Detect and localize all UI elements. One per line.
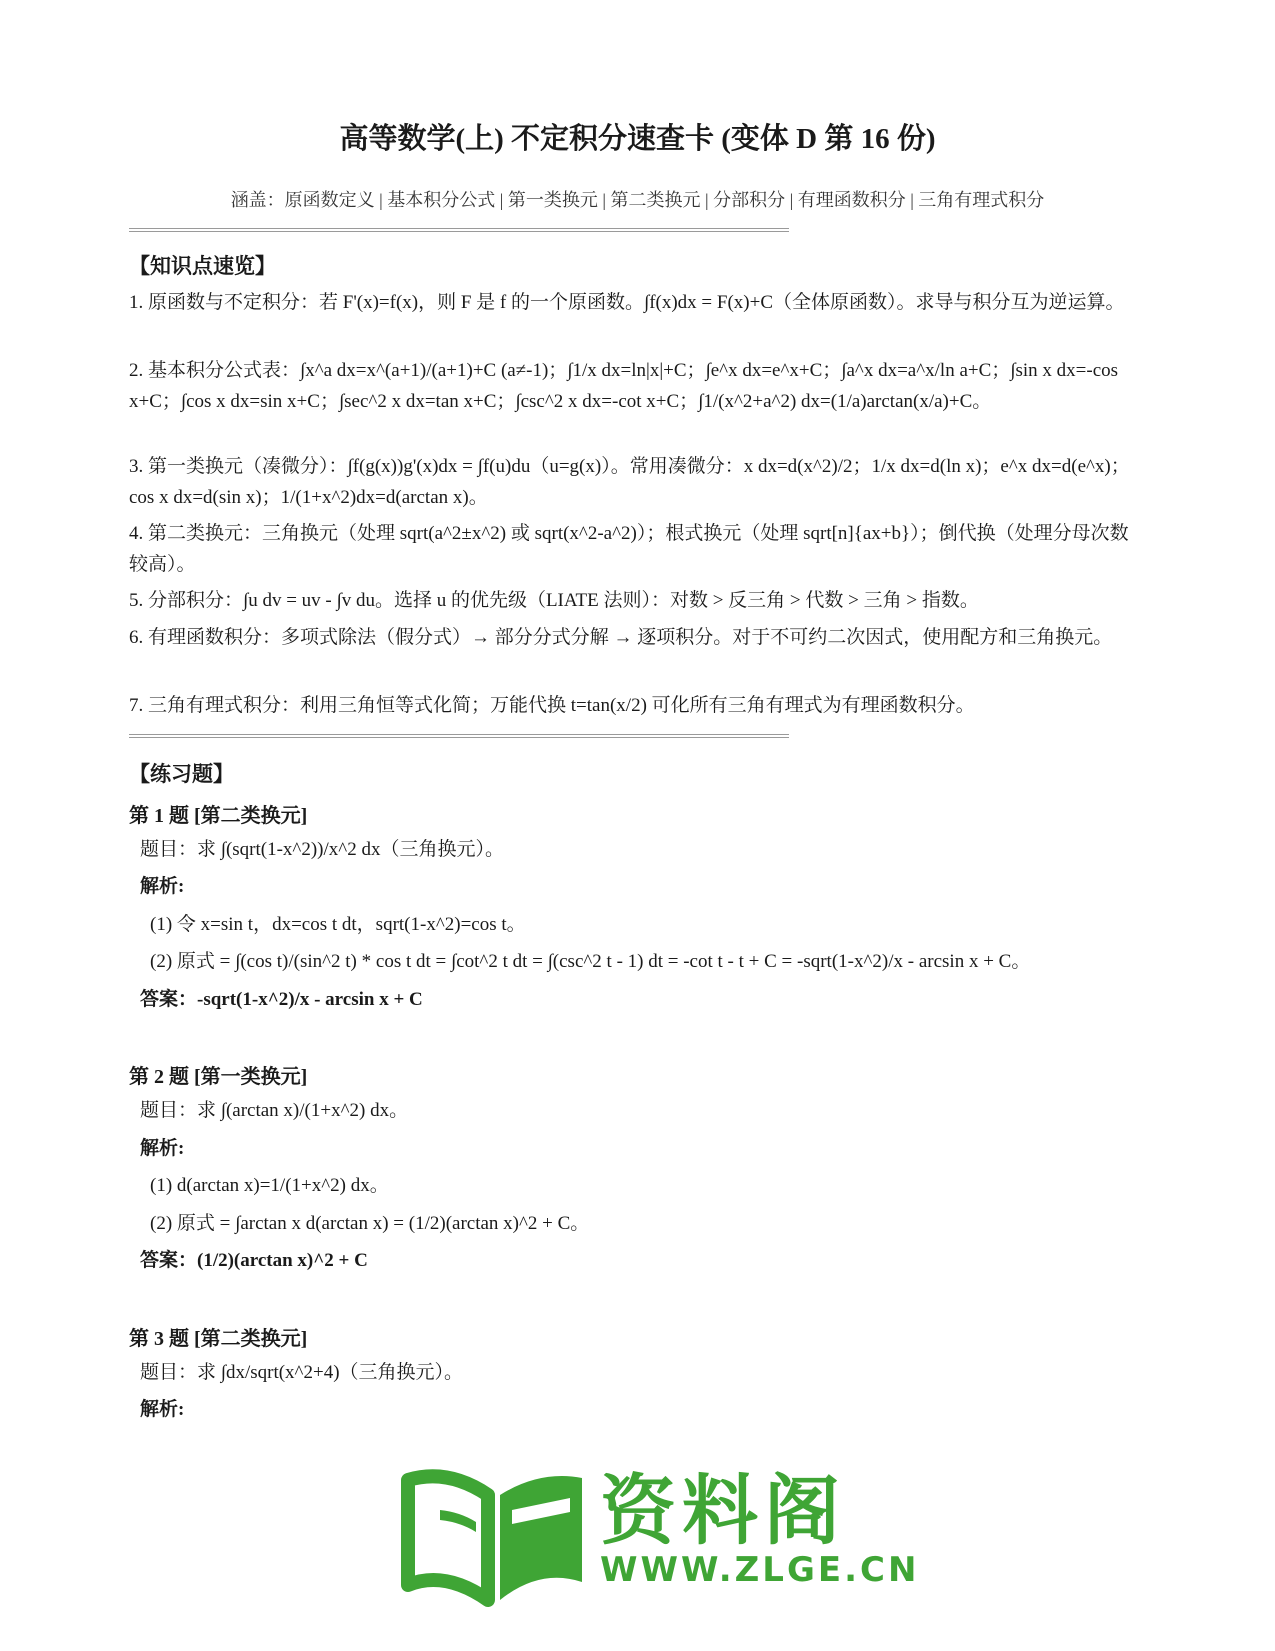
- question-1-step-2: (2) 原式 = ∫(cos t)/(sin^2 t) * cos t dt = ∫cot^2 t dt = ∫(csc^2 t - 1) dt = -cot t - t + C = -sqrt(1-x^2)/x - arcsin x + C。: [150, 951, 1031, 972]
- question-3-title: 第 3 题 [第二类换元]: [129, 1328, 308, 1350]
- knowledge-item-4: 4. 第二类换元：三角换元（处理 sqrt(a^2±x^2) 或 sqrt(x^2-a^2)）；根式换元（处理 sqrt[n]{ax+b}）；倒代换（处理分母次数较高）。: [129, 523, 1129, 575]
- open-book-icon: [400, 1450, 590, 1610]
- question-2-answer: 答案：(1/2)(arctan x)^2 + C: [140, 1250, 368, 1271]
- practice-heading: 【练习题】: [129, 762, 234, 786]
- watermark-url: WWW.ZLGE.CN: [600, 1550, 920, 1590]
- watermark-name: 资料阁: [600, 1466, 846, 1555]
- question-1-analysis-label: 解析:: [140, 876, 185, 897]
- question-2-analysis-label: 解析:: [140, 1138, 185, 1159]
- question-1-step-1: (1) 令 x=sin t，dx=cos t dt，sqrt(1-x^2)=cos t。: [150, 914, 526, 935]
- knowledge-heading: 【知识点速览】: [129, 254, 276, 278]
- question-1-title: 第 1 题 [第二类换元]: [129, 805, 308, 827]
- knowledge-item-1: 1. 原函数与不定积分：若 F'(x)=f(x)，则 F 是 f 的一个原函数。∫f(x)dx = F(x)+C（全体原函数）。求导与积分互为逆运算。: [129, 292, 1125, 313]
- knowledge-item-2: 2. 基本积分公式表：∫x^a dx=x^(a+1)/(a+1)+C (a≠-1)；∫1/x dx=ln|x|+C；∫e^x dx=e^x+C；∫a^x dx=a^x/ln a+C；∫sin x dx=-cos x+C；∫cos x dx=sin x+C；∫sec^2 x dx=tan x+C；∫csc^2 x dx=-cot x+C；∫1/(x^2+a^2) dx=(1/a)arctan(x/a)+C。: [129, 360, 1119, 412]
- divider: [129, 228, 789, 232]
- divider: [129, 734, 789, 738]
- question-2-step-1: (1) d(arctan x)=1/(1+x^2) dx。: [150, 1175, 389, 1196]
- question-3-stem: 题目：求 ∫dx/sqrt(x^2+4)（三角换元）。: [140, 1362, 464, 1383]
- watermark-logo: [400, 1450, 920, 1610]
- question-1-answer: 答案：-sqrt(1-x^2)/x - arcsin x + C: [140, 989, 423, 1010]
- knowledge-item-3: 3. 第一类换元（凑微分）：∫f(g(x))g'(x)dx = ∫f(u)du（u=g(x)）。常用凑微分：x dx=d(x^2)/2；1/x dx=d(ln x)；e^x dx=d(e^x)；cos x dx=d(sin x)；1/(1+x^2)dx=d(arctan x)。: [129, 456, 1130, 508]
- question-3-analysis-label: 解析:: [140, 1399, 185, 1420]
- knowledge-item-7: 7. 三角有理式积分：利用三角恒等式化简；万能代换 t=tan(x/2) 可化所有三角有理式为有理函数积分。: [129, 695, 975, 716]
- question-2-step-2: (2) 原式 = ∫arctan x d(arctan x) = (1/2)(arctan x)^2 + C。: [150, 1213, 590, 1234]
- question-2-stem: 题目：求 ∫(arctan x)/(1+x^2) dx。: [140, 1100, 409, 1121]
- question-2-title: 第 2 题 [第一类换元]: [129, 1066, 308, 1088]
- knowledge-item-5: 5. 分部积分：∫u dv = uv - ∫v du。选择 u 的优先级（LIATE 法则）：对数 > 反三角 > 代数 > 三角 > 指数。: [129, 590, 979, 611]
- coverage-line: 涵盖：原函数定义 | 基本积分公式 | 第一类换元 | 第二类换元 | 分部积分 | 有理函数积分 | 三角有理式积分: [230, 190, 1045, 210]
- question-1-stem: 题目：求 ∫(sqrt(1-x^2))/x^2 dx（三角换元）。: [140, 839, 504, 860]
- knowledge-item-6: 6. 有理函数积分：多项式除法（假分式）→ 部分分式分解 → 逐项积分。对于不可约二次因式，使用配方和三角换元。: [129, 627, 1113, 648]
- document-title: 高等数学(上) 不定积分速查卡 (变体 D 第 16 份): [339, 123, 936, 155]
